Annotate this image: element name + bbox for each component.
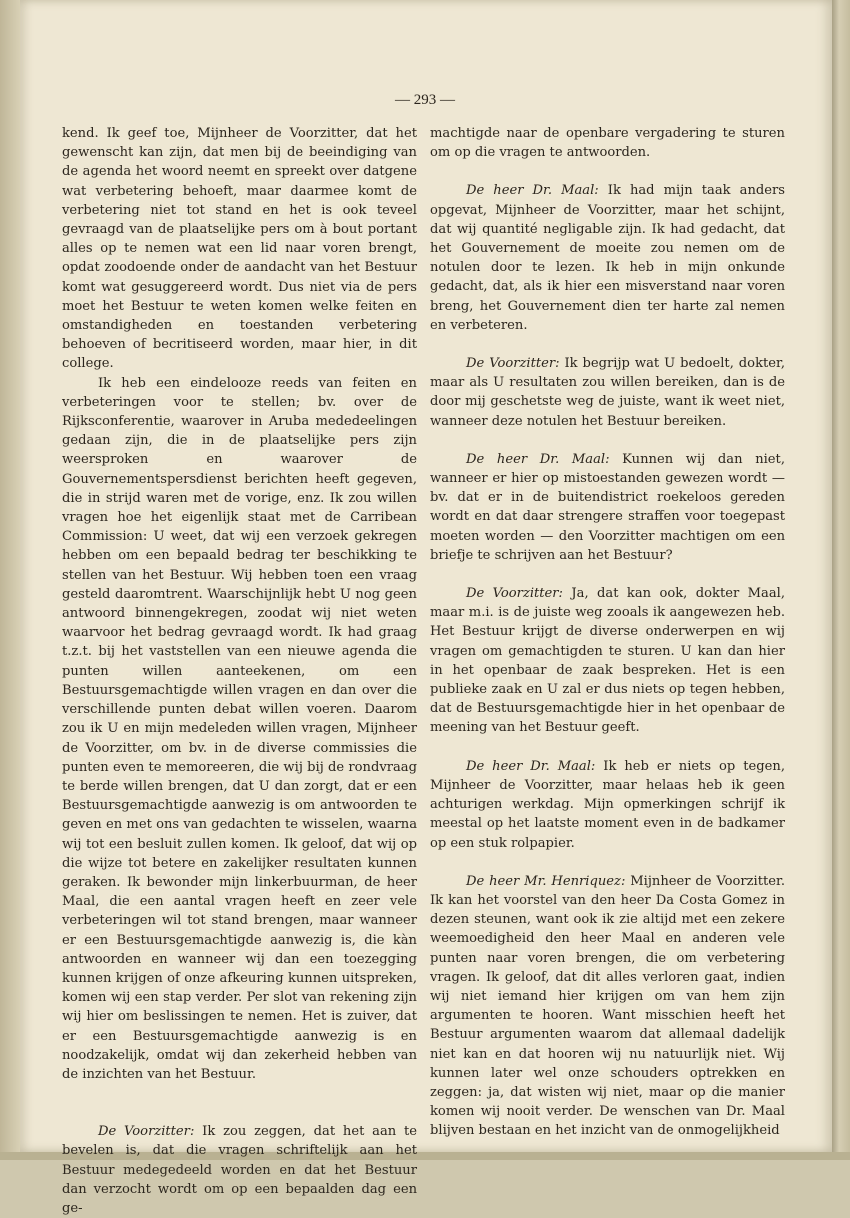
speaker-label: De heer Mr. Henriquez: bbox=[466, 873, 626, 889]
right-paragraph-2 bbox=[430, 181, 785, 335]
speech-text: Ja, dat kan ook, dokter Maal, maar m.i. is de juiste weg zooals ik aangewezen heb. Het Bestuur krijgt de diverse onderwerpen en wij vragen om gemachtigden te sturen. U kan dan hier in het openbaar de zaak bespreken. Het is een publieke zaak en U zal er dus niets op tegen hebben, dat de Bestuursgemachtigde hier in het openbaar de meening van het Bestuur geeft. bbox=[430, 586, 785, 736]
speaker-label: De heer Dr. Maal: bbox=[466, 451, 610, 467]
left-paragraph-2: Ik heb een eindelooze reeds van feiten en verbeteringen voor te stellen; bv. over de Rijksconferentie, waarover in Aruba mededeelingen gedaan zijn, die in de plaatselijke pers zijn weersproken en waarover de Gouvernementspersdienst berichten heeft gegeven, die in strijd waren met de vorige, enz. Ik zou willen vragen hoe het eigenlijk staat met de Carribean Commission: U weet, dat wij een verzoek gekregen hebben om een bepaald bedrag ter beschikking te stellen van het Bestuur. Wij hebben toen een vraag gesteld daaromtrent. Waarschijnlijk hebt U nog geen antwoord binnengekregen, zoodat wij niet weten waarvoor het bedrag gevraagd wordt. Ik had graag t.z.t. bij het vaststellen van een nieuwe agenda die punten willen aanteekenen, om een Bestuursgemachtigde willen vragen en dan over die verschillende punten debat willen voeren. Daarom zou ik U en mijn medeleden willen vragen, Mijnheer de Voorzitter, om bv. in de diverse commissies die punten even te memoreeren, die wij bij de rondvraag te berde willen brengen, dat U dan zorgt, dat er een Bestuursgemachtigde aanwezig is om antwoorden te geven en met ons van gedachten te wisselen, waarna wij tot een besluit zullen komen. Ik geloof, dat wij op die wijze tot betere en zakelijker resultaten kunnen geraken. Ik bewonder mijn linkerbuurman, de heer Maal, die een aantal vragen heeft en zeer vele verbeteringen wil tot stand brengen, maar wanneer er een Bestuursgemachtigde aanwezig is, die kàn antwoorden en wanneer wij dan een toezegging kunnen krijgen of onze afkeuring kunnen uitspreken, komen wij een stap verder. Per slot van rekening zijn wij hier om beslissingen te nemen. Het is zuiver, dat er een Bestuursgemachtigde aanwezig is en noodzakelijk, omdat wij dan zekerheid hebben van de inzichten van het Bestuur. bbox=[62, 375, 417, 1082]
page-left-shadow bbox=[0, 0, 20, 1160]
left-paragraph-3 bbox=[62, 1122, 417, 1218]
right-paragraph-4 bbox=[430, 450, 785, 565]
speech-text: Ik begrijp wat U bedoelt, dokter, maar als U resultaten zou willen bereiken, dan is de door mij geschetste weg de juiste, want ik weet niet, wanneer deze notulen het Bestuur bereiken. bbox=[430, 356, 785, 429]
speech-text: Ik heb er niets op tegen, Mijnheer de Voorzitter, maar helaas heb ik geen achturigen werkdag. Mijn opmerkingen schrijf ik meestal op het laatste moment even in de badkamer op een stuk rolpapier. bbox=[430, 758, 785, 851]
speaker-label: De Voorzitter: bbox=[466, 356, 560, 372]
speaker-label: De heer Dr. Maal: bbox=[466, 183, 599, 199]
right-paragraph-5 bbox=[430, 584, 785, 738]
speech-text: Kunnen wij dan niet, wanneer er hier op mistoestanden gewezen wordt — bv. dat er in de buitendistrict roekeloos gereden wordt en dat daar strengere straffen voor toegepast moeten worden — den Voorzitter machtigen om een briefje te schrijven aan het Bestuur? bbox=[430, 451, 785, 563]
speech-text: Ik zou zeggen, dat het aan te bevelen is, dat die vragen schriftelijk aan het Bestuur medegedeeld worden en dat het Bestuur dan verzocht wordt om op een bepaalden dag een ge- bbox=[62, 1124, 418, 1216]
speaker-label: De Voorzitter: bbox=[98, 1124, 195, 1140]
left-column bbox=[62, 124, 417, 1218]
speaker-label: De heer Dr. Maal: bbox=[466, 758, 596, 774]
right-column bbox=[430, 124, 785, 1141]
right-paragraph-7 bbox=[430, 872, 785, 1141]
page-right-edge bbox=[832, 0, 850, 1160]
speech-text: Ik had mijn taak anders opgevat, Mijnheer de Voorzitter, maar het schijnt, dat wij quantité negligable zijn. Ik had gedacht, dat het Gouvernement de moeite zou nemen om de notulen door te lezen. Ik heb in mijn onkunde gedacht, dat, als ik hier een misverstand naar voren breng, het Gouvernement dien ter harte zal nemen en verbeteren. bbox=[430, 183, 785, 333]
right-paragraph-6 bbox=[430, 757, 785, 853]
right-paragraph-3 bbox=[430, 354, 785, 431]
right-paragraph-1: machtigde naar de openbare vergadering te sturen om op die vragen te antwoorden. bbox=[430, 126, 785, 161]
speaker-label: De Voorzitter: bbox=[466, 586, 563, 602]
left-paragraph-1: kend. Ik geef toe, Mijnheer de Voorzitter, dat het gewenscht kan zijn, dat men bij de beeindiging van de agenda het woord neemt en spreekt over datgene wat verbetering behoeft, maar daarmee komt de verbetering niet tot stand en het is ook teveel gevraagd van de plaatselijke pers om à bout portant alles op te nemen wat een lid naar voren brengt, opdat zoodoende onder de aandacht van het Bestuur komt wat gesuggereerd wordt. Dus niet via de pers moet het Bestuur te weten komen welke feiten en omstandigheden en toestanden verbetering behoeven of becritiseerd worden, maar hier, in dit college. bbox=[62, 126, 417, 372]
page-number: — 293 — bbox=[395, 92, 455, 108]
speech-text: Mijnheer de Voorzitter. Ik kan het voorstel van den heer Da Costa Gomez in dezen steunen, want ook ik zie altijd met een zekere weemoedigheid den heer Maal en anderen vele punten naar voren brengen, die om verbetering vragen. Ik geloof, dat dit alles verloren gaat, indien wij niet iemand hier krijgen om van hem zijn argumenten te hooren. Want misschien heeft het Bestuur argumenten waarom dat allemaal dadelijk niet kan en dat hooren wij nu natuurlijk niet. Wij kunnen later wel onze schouders optrekken en zeggen: ja, dat wisten wij niet, maar op die manier komen wij nooit verder. De wenschen van Dr. Maal blijven bestaan en het inzicht van de onmogelijkheid bbox=[430, 873, 785, 1139]
